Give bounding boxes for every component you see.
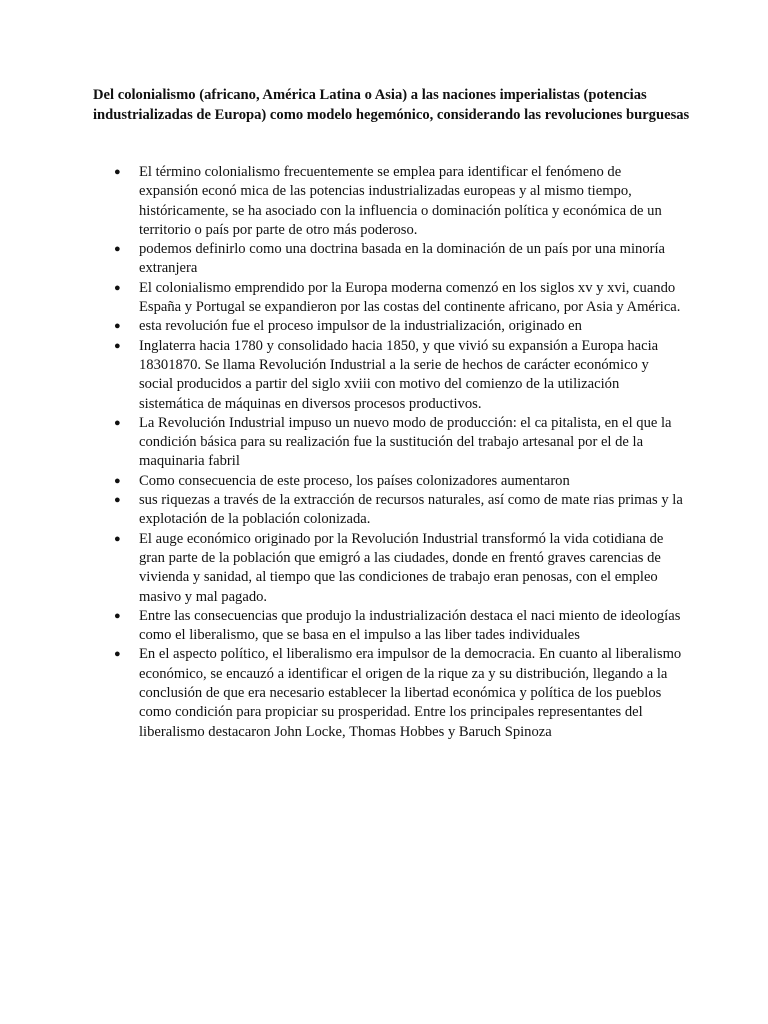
list-item-text: El término colonialismo frecuentemente se emplea para identificar el fenómeno de expansión econó mica de las potencias industrializadas europeas y al mismo tiempo, históricamente, se ha asociado con la influencia o dominación política y económica de un territorio o país por parte de otro más poderoso. xyxy=(139,164,662,238)
list-item xyxy=(113,607,683,646)
bullet-icon: ● xyxy=(114,648,121,661)
bullet-icon: ● xyxy=(114,320,121,333)
bullet-icon: ● xyxy=(114,609,121,622)
bullet-icon: ● xyxy=(114,474,121,487)
list-item xyxy=(113,240,683,279)
list-item xyxy=(113,491,683,530)
list-item xyxy=(113,317,683,336)
list-item-text: Como consecuencia de este proceso, los países colonizadores aumentaron xyxy=(139,472,570,489)
list-item-text: El colonialismo emprendido por la Europa moderna comenzó en los siglos xv y xvi, cuando España y Portugal se expandieron por las costas del continente africano, por Asia y América. xyxy=(139,279,681,316)
bullet-icon: ● xyxy=(114,532,121,545)
list-item-text: esta revolución fue el proceso impulsor de la industrialización, originado en xyxy=(139,318,582,335)
list-item xyxy=(113,337,683,414)
list-item-text: La Revolución Industrial impuso un nuevo modo de producción: el ca pitalista, en el que la condición básica para su realización fue la sustitución del trabajo artesanal por el de la maquinaria fabril xyxy=(139,414,672,470)
list-item-text: El auge económico originado por la Revolución Industrial transformó la vida cotidiana de gran parte de la población que emigró a las ciudades, donde en frentó graves carencias de vivienda y sanidad, al tiempo que las condiciones de trabajo eran penosas, con el empleo masivo y mal pagado. xyxy=(139,530,664,605)
list-item-text: En el aspecto político, el liberalismo era impulsor de la democracia. En cuanto al liberalismo económico, se encauzó a identificar el origen de la rique za y su distribución, llegando a la conclusión de que era necesario establecer la libertad económica y política de los pueblos como condición para propiciar su prosperidad. Entre los principales representantes del liberalismo destacaron John Locke, Thomas Hobbes y Baruch Spinoza xyxy=(139,646,682,740)
document-title: Del colonialismo (africano, América Latina o Asia) a las naciones imperialistas (potencias industrializadas de Europa) como modelo hegemónico, considerando las revoluciones burguesas xyxy=(93,87,690,123)
bullet-icon: ● xyxy=(114,339,121,352)
bullet-icon: ● xyxy=(114,281,121,294)
bullet-icon: ● xyxy=(114,416,121,429)
bullet-icon: ● xyxy=(114,243,121,256)
list-item-text: Entre las consecuencias que produjo la industrialización destaca el naci miento de ideologías como el liberalismo, que se basa en el impulso a las liber tades individuales xyxy=(139,607,681,644)
list-item xyxy=(113,414,683,472)
list-item xyxy=(113,472,683,491)
list-item xyxy=(113,163,683,240)
bullet-icon: ● xyxy=(114,166,121,178)
bullet-icon: ● xyxy=(114,494,121,507)
bullet-list xyxy=(113,163,683,742)
list-item xyxy=(113,645,683,741)
list-item xyxy=(113,530,683,607)
list-item-text: sus riquezas a través de la extracción de recursos naturales, así como de mate rias primas y la explotación de la población colonizada. xyxy=(139,492,683,528)
list-item-text: Inglaterra hacia 1780 y consolidado hacia 1850, y que vivió su expansión a Europa hacia 18301870. Se llama Revolución Industrial a la serie de hechos de carácter económico y social producidos a partir del siglo xviii con motivo del comienzo de la utilización sistemática de máquinas en diversos procesos productivos. xyxy=(139,337,659,412)
list-item-text: podemos definirlo como una doctrina basada en la dominación de un país por una minoría extranjera xyxy=(139,241,666,277)
list-item xyxy=(113,279,683,318)
